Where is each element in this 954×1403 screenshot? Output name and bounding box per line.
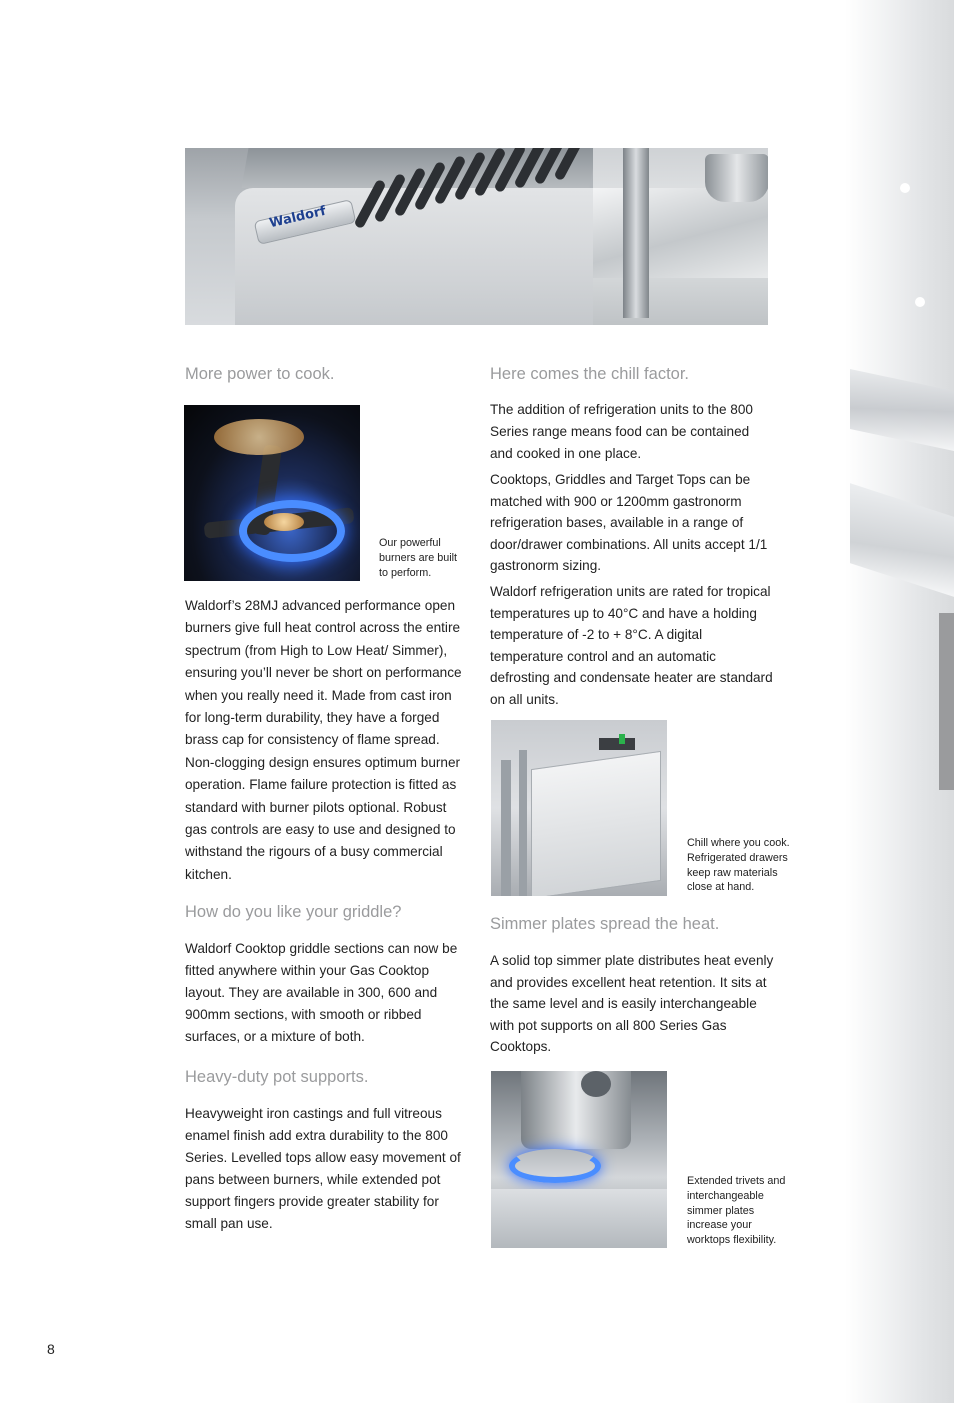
brass-cap — [214, 419, 304, 455]
caption-line: close at hand. — [687, 881, 755, 894]
pot — [521, 1071, 631, 1149]
body-simmer: A solid top simmer plate distributes heat evenly and provides excellent heat retention. It sits at the same level and is easily interchangeable with pot supports on all 800 Series Gas Cooktops. — [490, 953, 774, 1055]
hero-leg — [623, 148, 649, 318]
caption-line: interchangeable — [687, 1189, 764, 1202]
hero-image — [185, 148, 768, 325]
caption-line: Chill where you cook. — [687, 837, 790, 849]
section-heading-power: More power to cook. — [185, 365, 335, 383]
caption-line: Refrigerated drawers — [687, 851, 788, 864]
burner-photo — [184, 405, 360, 581]
section-heading-griddle: How do you like your griddle? — [185, 903, 402, 921]
body-pot-supports: Heavyweight iron castings and full vitreous enamel finish add extra durability to the 800 Series. Levelled tops allow easy movement of pans between burners, while extended pot support fingers provide greater stability for small pan use. — [185, 1106, 461, 1231]
drawer-rail — [501, 760, 511, 896]
refrigerated-drawer-photo — [491, 720, 667, 896]
section-heading-pot-supports: Heavy-duty pot supports. — [185, 1068, 369, 1086]
page-number: 8 — [47, 1341, 55, 1357]
caption-burners — [379, 536, 479, 580]
body-power: Waldorf’s 28MJ advanced performance open burners give full heat control across the entire spectrum (from High to Low Heat/ Simmer), ensuring you’ll never be short on performance when you really need it. Made from cast iron for long-term durability, they have a forged brass cap for consistency of flame spread. Non-clogging design ensures optimum burner operation. Flame failure protection is fitted as standard with burner pilots optional. Robust gas controls are easy to use and designed to withstand the rigours of a busy commercial kitchen. — [185, 598, 462, 882]
caption-line: increase your — [687, 1219, 752, 1232]
caption-simmer — [687, 1174, 807, 1248]
caption-line: keep raw materials — [687, 866, 778, 879]
body-chill — [490, 399, 775, 711]
control-panel — [599, 738, 635, 750]
hero-pot — [705, 154, 768, 202]
edge-dot — [900, 183, 910, 193]
caption-line: Extended trivets and — [687, 1175, 786, 1187]
flame-ring — [239, 500, 345, 562]
edge-dot — [915, 297, 925, 307]
body-paragraph: The addition of refrigeration units to the 800 Series range means food can be contained and cooked in one place. — [490, 402, 753, 461]
section-heading-simmer: Simmer plates spread the heat. — [490, 915, 720, 933]
body-paragraph: Waldorf refrigeration units are rated for tropical temperatures up to 40°C and have a holding temperature of -2 to + 8°C. A digital temperature control and an automatic defrosting and condensate heater are standard on all units. — [490, 583, 773, 707]
drawer-front — [531, 751, 661, 896]
caption-line: Our powerful — [379, 537, 441, 549]
caption-line: burners are built — [379, 551, 458, 564]
edge-tab — [939, 613, 954, 790]
simmer-plate-photo — [491, 1071, 667, 1248]
indicator-light — [619, 734, 625, 744]
flame-ring — [509, 1149, 601, 1183]
edge-decoration — [845, 0, 954, 1403]
brass-cap — [264, 513, 304, 531]
caption-line: worktops flexibility. — [687, 1234, 777, 1247]
section-heading-chill: Here comes the chill factor. — [490, 365, 689, 383]
caption-chill — [687, 836, 807, 895]
drawer-rail — [519, 750, 527, 896]
caption-line: to perform. — [379, 566, 432, 579]
hero-panel — [235, 188, 595, 325]
pot-handle — [581, 1071, 611, 1097]
brand-logo-text: Waldorf — [268, 203, 328, 232]
caption-line: simmer plates — [687, 1204, 755, 1217]
simmer-plate — [491, 1189, 667, 1248]
body-griddle: Waldorf Cooktop griddle sections can now be fitted anywhere within your Gas Cooktop layout. They are available in 300, 600 and 900mm sections, with smooth or ribbed surfaces, or a mixture of both. — [185, 941, 458, 1044]
body-paragraph: Cooktops, Griddles and Target Tops can be matched with 900 or 1200mm gastronorm refrigeration bases, available in a range of door/drawer combinations. All units accept 1/1 gastronorm sizing. — [490, 472, 768, 574]
